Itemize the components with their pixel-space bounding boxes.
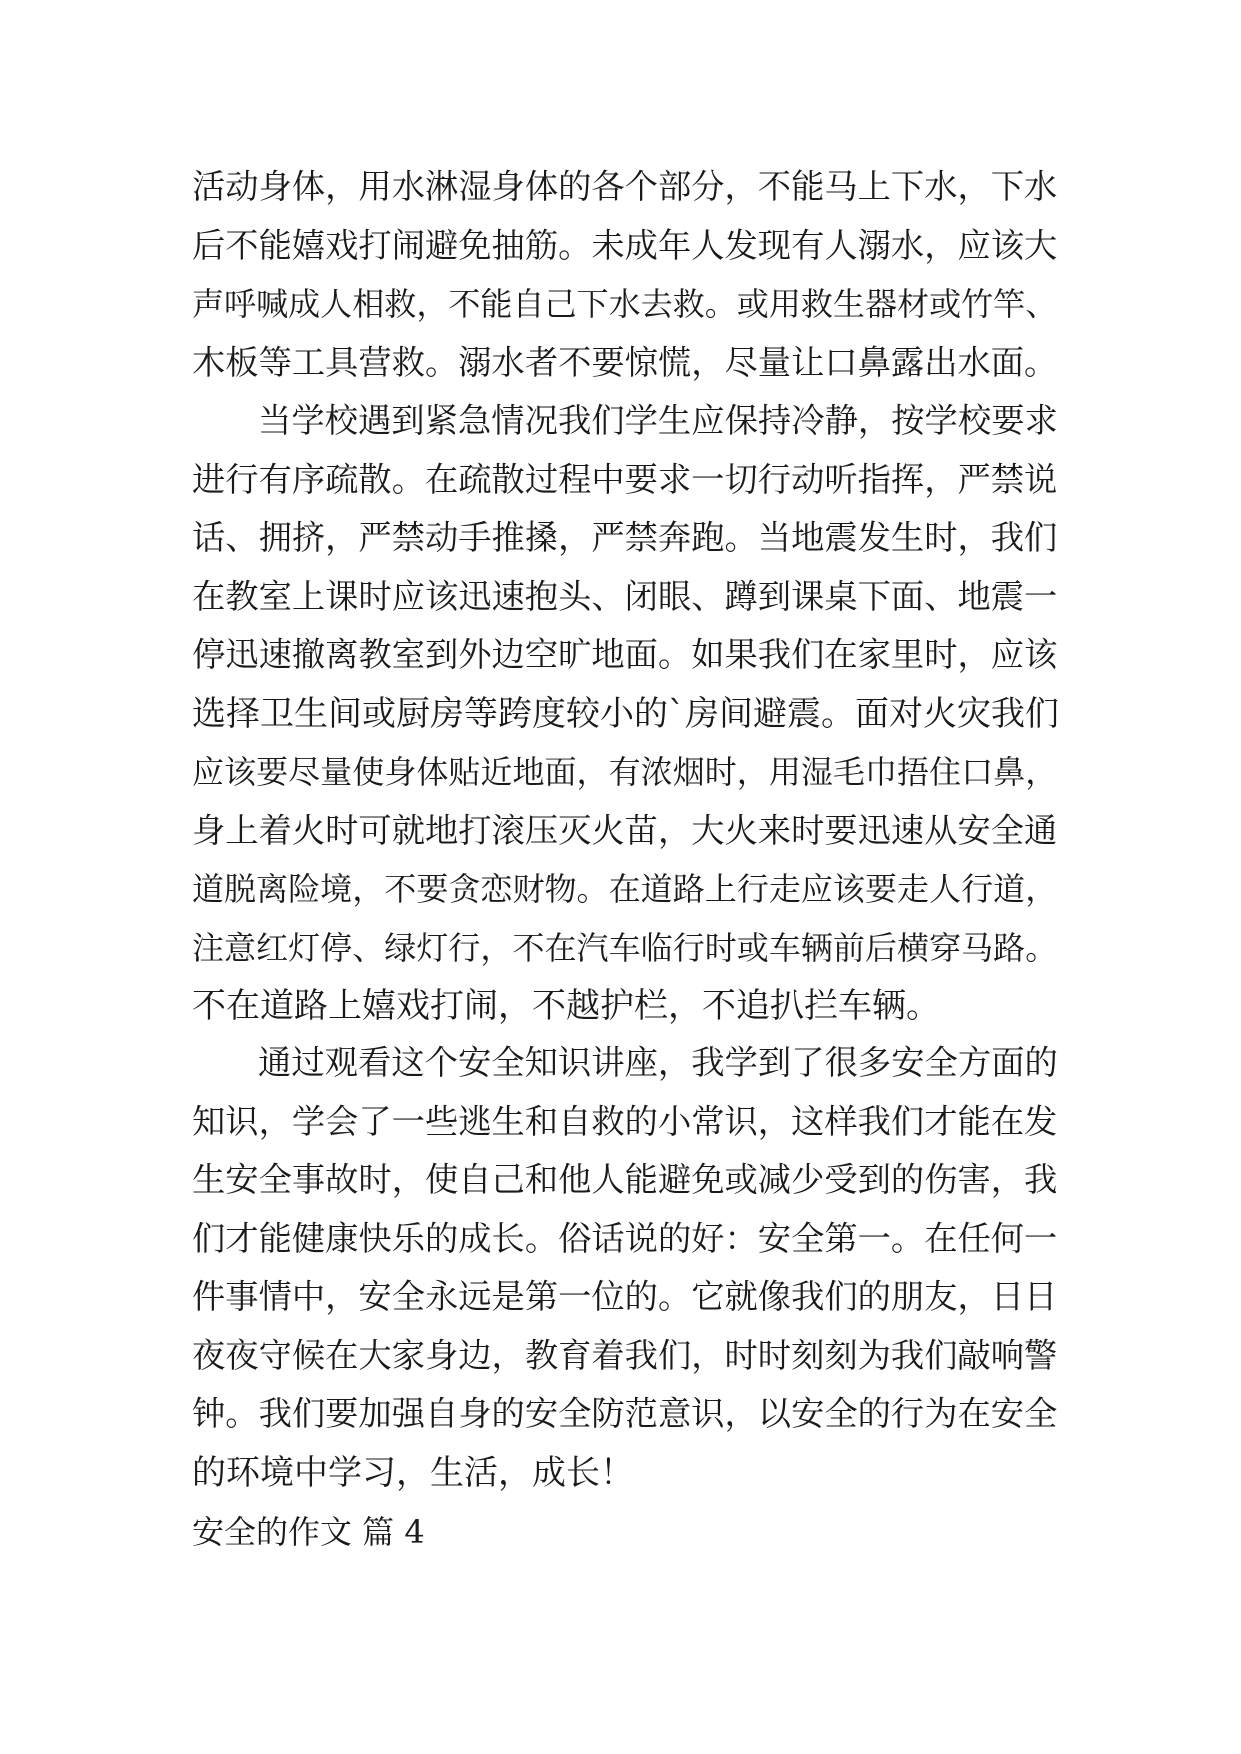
paragraph-line xyxy=(192,1385,1062,1444)
paragraph-line xyxy=(192,860,1062,919)
paragraph-line xyxy=(192,977,1062,1036)
line-text: 木板等工具营救。溺水者不要惊慌，尽量让口鼻露出水面。 xyxy=(192,342,1058,382)
line-text: 声呼喊成人相救，不能自己下水去救。或用救生器材或竹竿、 xyxy=(192,285,1058,323)
line-text: 话、拥挤，严禁动手推搡，严禁奔跑。当地震发生时，我们 xyxy=(192,518,1058,557)
line-text: 选择卫生间或厨房等跨度较小的`房间避震。面对火灾我们 xyxy=(192,693,1059,734)
line-text: 们才能健康快乐的成长。俗话说的好：安全第一。在任何一 xyxy=(192,1218,1058,1258)
paragraph-line xyxy=(192,158,1062,217)
line-text: 进行有序疏散。在疏散过程中要求一切行动听指挥，严禁说 xyxy=(192,459,1058,499)
line-text: 在教室上课时应该迅速抱头、闭眼、蹲到课桌下面、地震一 xyxy=(192,576,1058,616)
paragraph-line xyxy=(192,275,1062,334)
paragraph-line xyxy=(192,802,1062,861)
paragraph-line xyxy=(192,743,1062,802)
line-text: 后不能嬉戏打闹避免抽筋。未成年人发现有人溺水，应该大 xyxy=(192,225,1058,265)
paragraph-line xyxy=(192,1210,1062,1269)
section-heading: 安全的作文 篇 4 xyxy=(192,1513,425,1551)
line-text: 身上着火时可就地打滚压灭火苗，大火来时要迅速从安全通 xyxy=(192,810,1058,850)
paragraph-line xyxy=(192,1327,1062,1386)
paragraph-line xyxy=(192,451,1062,510)
paragraph-line xyxy=(192,919,1062,978)
line-text: 的环境中学习，生活，成长！ xyxy=(192,1452,634,1493)
paragraph-line xyxy=(192,334,1062,393)
line-text: 活动身体，用水淋湿身体的各个部分，不能马上下水，下水 xyxy=(192,167,1058,206)
paragraph-line xyxy=(192,568,1062,627)
paragraph-line xyxy=(192,217,1062,276)
paragraph-line xyxy=(192,1444,1062,1503)
paragraph-emergency-evacuation xyxy=(192,392,1062,1036)
paragraph-drowning-safety xyxy=(192,158,1062,392)
paragraph-line xyxy=(192,626,1062,685)
paragraph-line xyxy=(192,685,1062,744)
paragraph-line xyxy=(192,392,1062,451)
line-text: 件事情中，安全永远是第一位的。它就像我们的朋友，日日 xyxy=(192,1277,1058,1316)
paragraph-line xyxy=(192,1151,1062,1210)
line-text: 生安全事故时，使自己和他人能避免或减少受到的伤害，我 xyxy=(192,1160,1058,1199)
line-text: 不在道路上嬉戏打闹，不越护栏，不追扒拦车辆。 xyxy=(192,986,940,1026)
paragraph-line xyxy=(192,1093,1062,1152)
paragraph-line xyxy=(192,1034,1062,1093)
line-text: 注意红灯停、绿灯行，不在汽车临行时或车辆前后横穿马路。 xyxy=(192,928,1058,967)
paragraph-line xyxy=(192,1268,1062,1327)
line-text: 当学校遇到紧急情况我们学生应保持冷静，按学校要求 xyxy=(258,401,1058,440)
paragraph-conclusion xyxy=(192,1034,1062,1502)
line-text: 夜夜守候在大家身边，教育着我们，时时刻刻为我们敲响警 xyxy=(192,1335,1058,1375)
line-text: 应该要尽量使身体贴近地面，有浓烟时，用湿毛巾捂住口鼻， xyxy=(192,753,1058,791)
line-text: 知识，学会了一些逃生和自救的小常识，这样我们才能在发 xyxy=(192,1101,1058,1141)
line-text: 钟。我们要加强自身的安全防范意识，以安全的行为在安全 xyxy=(192,1394,1058,1433)
line-text: 通过观看这个安全知识讲座，我学到了很多安全方面的 xyxy=(258,1043,1058,1082)
paragraph-line xyxy=(192,509,1062,568)
line-text: 道脱离险境，不要贪恋财物。在道路上行走应该要走人行道， xyxy=(192,870,1058,908)
line-text: 停迅速撤离教室到外边空旷地面。如果我们在家里时，应该 xyxy=(192,635,1058,674)
